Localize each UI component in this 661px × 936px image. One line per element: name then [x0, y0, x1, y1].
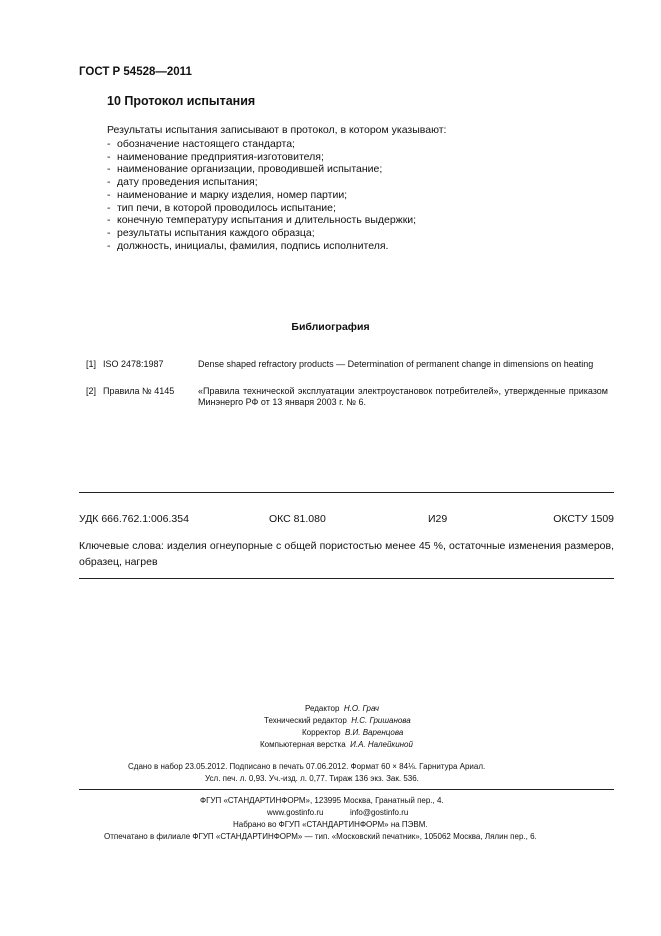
section-intro: Результаты испытания записывают в протокол, в котором указывают: [107, 124, 447, 136]
list-item: - наименование и марку изделия, номер партии; [107, 188, 348, 201]
keywords: Ключевые слова: изделия огнеупорные с общей пористостью менее 45 %, остаточные изменения размеров, образец, нагрев [79, 540, 614, 568]
bib-number: [2] [86, 386, 97, 396]
tech-editor-name: Н.С. Гришанова [351, 716, 411, 725]
website-link: www.gostinfo.ru [267, 808, 324, 817]
email-link: info@gostinfo.ru [349, 808, 409, 817]
tech-editor-line: Технический редактор Н.С. Гришанова [264, 716, 411, 725]
divider [79, 789, 614, 790]
list-item: - конечную температуру испытания и длительность выдержки; [107, 214, 417, 227]
oks-code: ОКС 81.080 [269, 513, 326, 525]
layout-line: Компьютерная верстка И.А. Налейкиной [260, 740, 413, 749]
list-item: - должность, инициалы, фамилия, подпись исполнителя. [107, 239, 389, 252]
corrector-line: Корректор В.И. Варенцова [302, 728, 404, 737]
bib-code: ISO 2478:1987 [103, 359, 164, 369]
layout-name: И.А. Налейкиной [350, 740, 413, 749]
bib-text: Dense shaped refractory products — Determination of permanent change in dimensions on heating [198, 359, 594, 369]
corrector-name: В.И. Варенцова [344, 728, 404, 737]
editor-name: Н.О. Грач [343, 704, 380, 713]
list-item: - наименование предприятия-изготовителя; [107, 150, 324, 163]
bib-code: Правила № 4145 [103, 386, 175, 396]
list-item: - наименование организации, проводившей испытание; [107, 163, 383, 176]
list-item: - результаты испытания каждого образца; [107, 226, 315, 239]
bibliography-title: Библиография [291, 321, 370, 333]
list-item: - тип печи, в которой проводилось испытание; [107, 201, 336, 214]
section-title: 10 Протокол испытания [107, 94, 256, 108]
editor-line: Редактор Н.О. Грач [305, 704, 380, 713]
bib-number: [1] [86, 359, 97, 369]
publisher-address: ФГУП «СТАНДАРТИНФОРМ», 123995 Москва, Гранатный пер., 4. [200, 796, 444, 805]
okstu-code: ОКСТУ 1509 [553, 513, 614, 525]
group-code: И29 [428, 513, 448, 525]
bib-text: «Правила технической эксплуатации электроустановок потребителей», утвержденные приказом Минэнерго РФ от 13 января 2003 г. № 6. [198, 386, 608, 407]
publisher-contacts [267, 808, 408, 817]
print-info-line: Сдано в набор 23.05.2012. Подписано в печать 07.06.2012. Формат 60 × 84⅛. Гарнитура Ариал. [128, 762, 486, 771]
typeset-info: Набрано во ФГУП «СТАНДАРТИНФОРМ» на ПЭВМ. [233, 820, 428, 829]
list-item: - обозначение настоящего стандарта; [107, 138, 295, 150]
udk-code: УДК 666.762.1:006.354 [79, 513, 189, 525]
print-info-line: Усл. печ. л. 0,93. Уч.-изд. л. 0,77. Тираж 136 экз. Зак. 536. [205, 774, 419, 783]
document-header: ГОСТ Р 54528—2011 [79, 66, 192, 78]
list-item: - дату проведения испытания; [107, 176, 258, 189]
printing-info: Отпечатано в филиале ФГУП «СТАНДАРТИНФОРМ» — тип. «Московский печатник», 105062 Москва, Лялин пер., 6. [104, 832, 537, 841]
